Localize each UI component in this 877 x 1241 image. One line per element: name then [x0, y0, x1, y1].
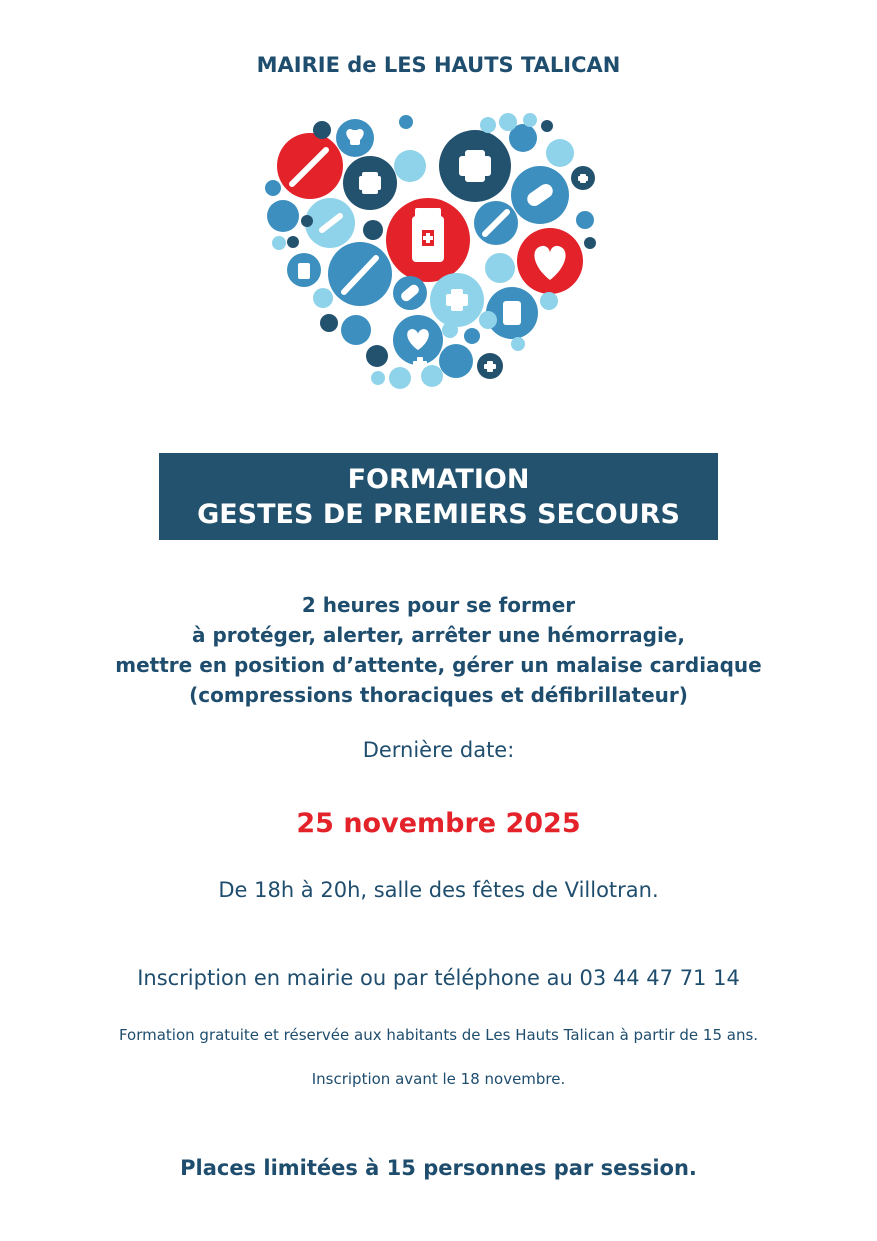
deadline-note: Inscription avant le 18 novembre. [311, 1070, 566, 1088]
medical-heart-illustration [260, 108, 620, 398]
banner-line-1: FORMATION [347, 463, 530, 495]
schedule-location: De 18h à 20h, salle des fêtes de Villotran. [218, 878, 659, 902]
eligibility-note: Formation gratuite et réservée aux habitants de Les Hauts Talican à partir de 15 ans. [118, 1026, 759, 1044]
description-line: à protéger, alerter, arrêter une hémorragie, [192, 623, 685, 647]
description-line: (compressions thoraciques et défibrillateur) [189, 683, 688, 707]
title-banner [159, 453, 718, 540]
description [0, 590, 877, 710]
session-date: 25 novembre 2025 [296, 808, 581, 839]
capacity-note: Places limitées à 15 personnes par session. [180, 1156, 697, 1180]
description-line: 2 heures pour se former [301, 593, 576, 617]
date-label: Dernière date: [362, 738, 515, 762]
description-line: mettre en position d’attente, gérer un malaise cardiaque [115, 653, 762, 677]
registration-info: Inscription en mairie ou par téléphone au 03 44 47 71 14 [137, 966, 740, 990]
page-title: MAIRIE de LES HAUTS TALICAN [256, 53, 621, 77]
banner-line-2: GESTES DE PREMIERS SECOURS [197, 498, 680, 530]
